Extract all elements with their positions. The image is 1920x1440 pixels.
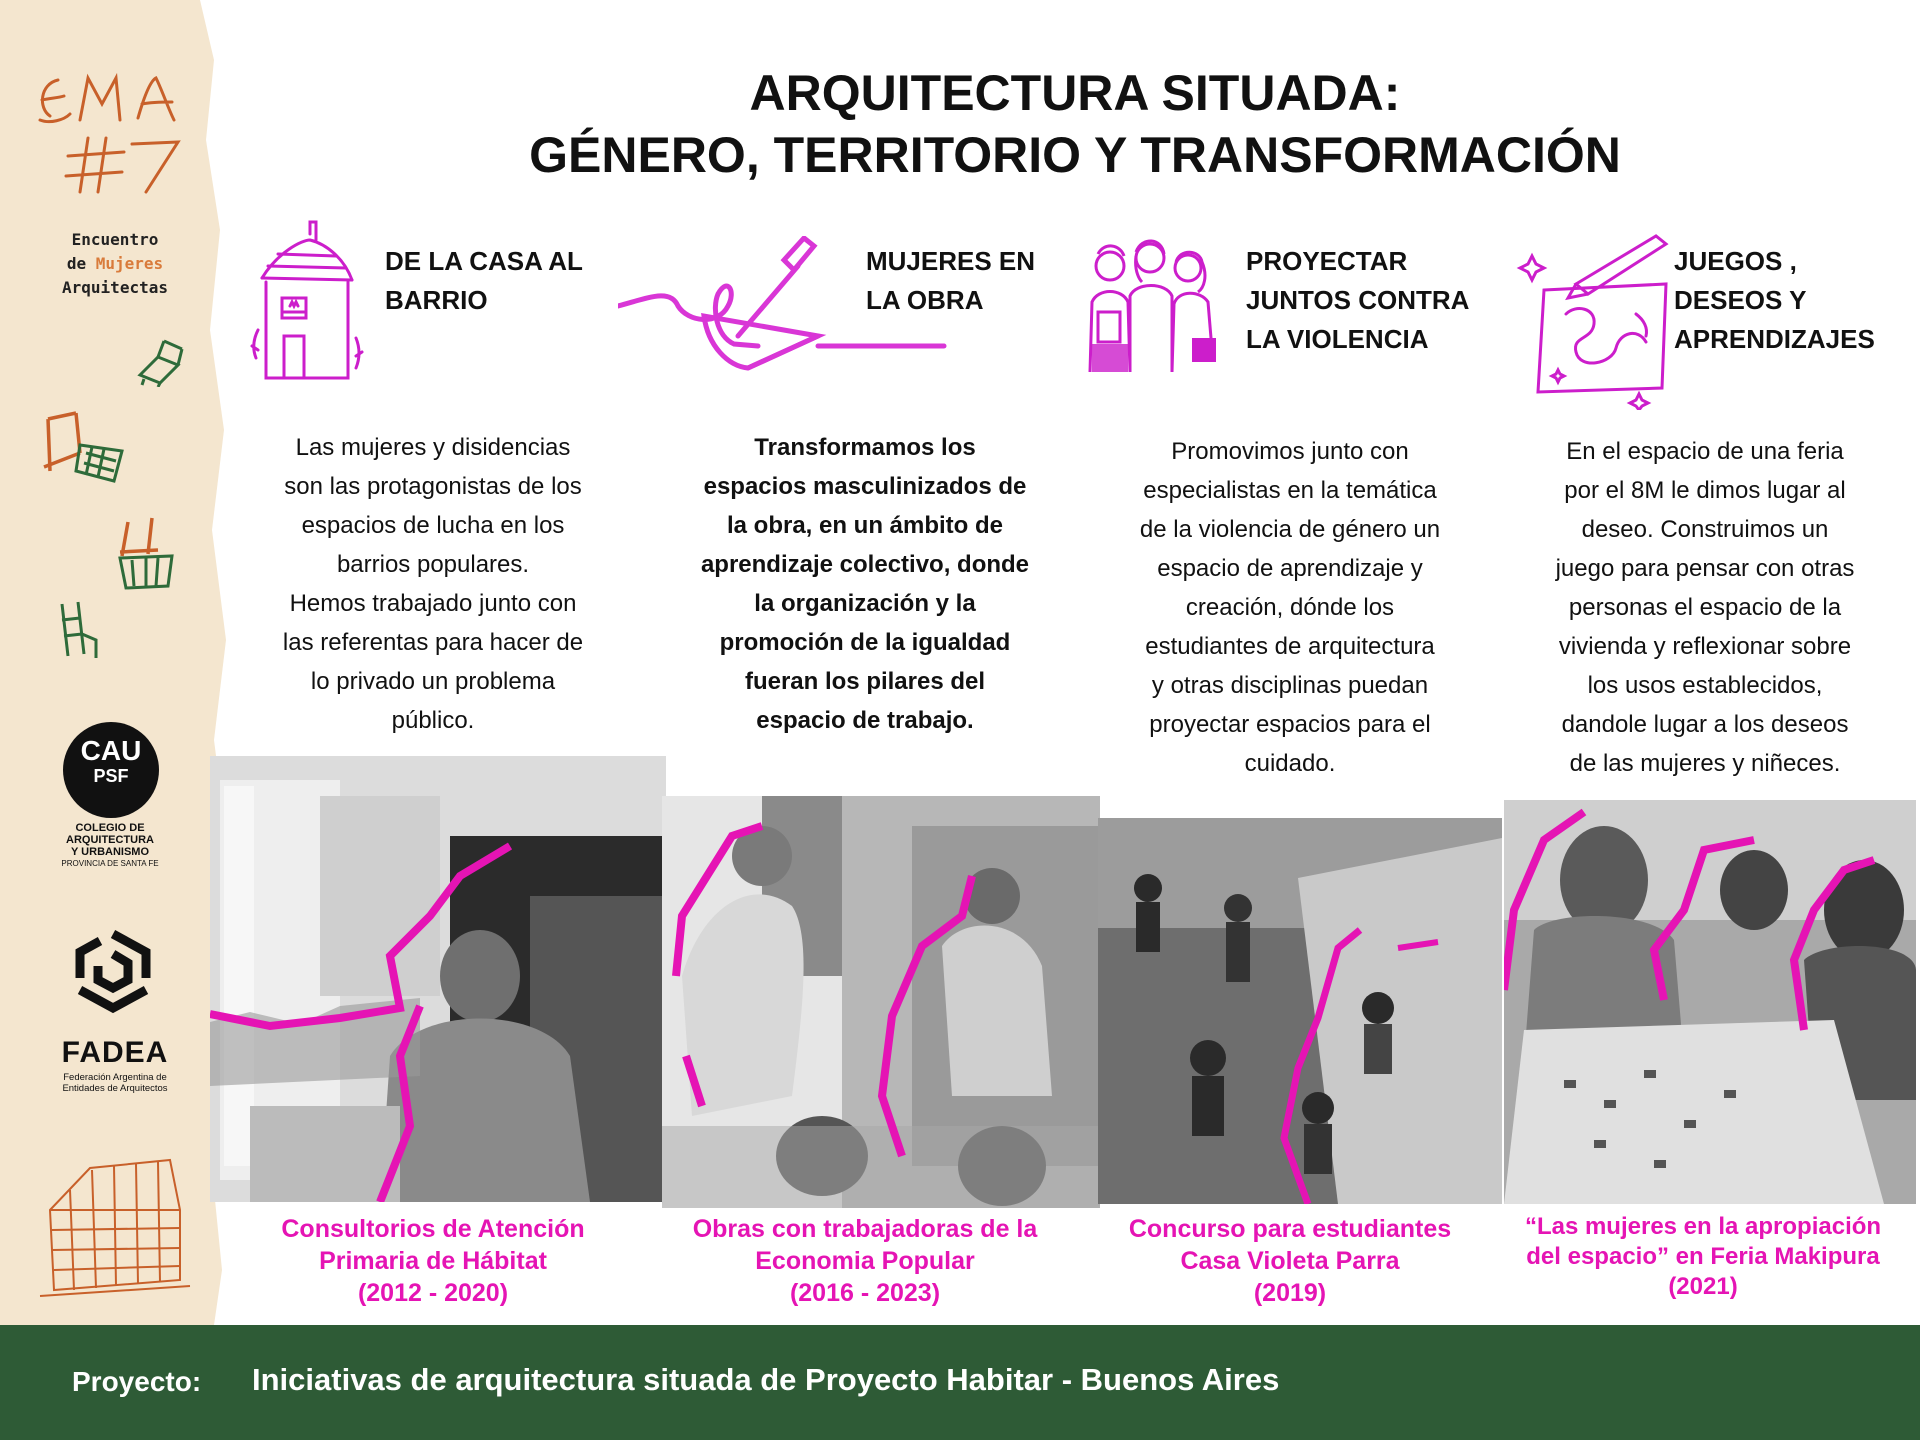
body-line: espacios de lucha en los (301, 512, 565, 539)
footer-project-title: Iniciativas de arquitectura situada de Proyecto Habitar - Buenos Aires (252, 1362, 1280, 1397)
body-line: personas el espacio de la (1568, 594, 1842, 621)
caption-line: (2016 - 2023) (789, 1279, 941, 1307)
photo-caption (243, 1213, 623, 1309)
title-line: GÉNERO, TERRITORIO Y TRANSFORMACIÓN (529, 127, 1621, 183)
photo-feria (1504, 800, 1916, 1204)
chair-sketch-icon (112, 516, 184, 596)
cau-sub: PSF (93, 766, 129, 786)
body-line: Hemos trabajado junto con (289, 590, 577, 617)
body-line: dandole lugar a los deseos (1561, 711, 1849, 738)
body-line: los usos establecidos, (1587, 672, 1823, 699)
caption-line: Economia Popular (755, 1247, 975, 1275)
women-group-icon (1080, 232, 1222, 374)
photo-obras (662, 796, 1100, 1208)
body-line: público. (391, 707, 475, 734)
board-game-icon (1516, 224, 1672, 410)
column-body (1100, 432, 1480, 783)
body-line: Transformamos los (754, 434, 976, 461)
caption-line: Consultorios de Atención (281, 1215, 585, 1243)
fadea-sub-line: Federación Argentina de (63, 1072, 167, 1083)
caption-line: Casa Violeta Parra (1180, 1247, 1400, 1275)
body-line: la organización y la (754, 590, 976, 617)
body-line: deseo. Construimos un (1581, 516, 1829, 543)
caption-line: Primaria de Hábitat (319, 1247, 547, 1275)
page-title (430, 62, 1720, 186)
chair-sketch-icon (134, 335, 186, 387)
cau-name-line: Y URBANISMO (70, 846, 150, 858)
fadea-logo-icon (70, 928, 156, 1014)
body-line: Las mujeres y disidencias (295, 434, 571, 461)
column-body (675, 428, 1055, 740)
cau-name-line: PROVINCIA DE SANTA FE (61, 859, 159, 868)
photo-caption (1100, 1213, 1480, 1309)
body-line: vivienda y reflexionar sobre (1558, 633, 1852, 660)
ema-logo (28, 60, 208, 200)
heading-line: LA OBRA (866, 285, 984, 315)
body-line: barrios populares. (336, 551, 530, 578)
body-line: juego para pensar con otras (1555, 555, 1855, 582)
title-line: ARQUITECTURA SITUADA: (749, 65, 1401, 121)
body-line: proyectar espacios para el (1149, 711, 1431, 738)
body-line: especialistas en la temática (1143, 477, 1437, 504)
body-line: son las protagonistas de los (284, 473, 582, 500)
body-line: promoción de la igualdad (719, 629, 1011, 656)
body-line: las referentas para hacer de (282, 629, 584, 656)
footer-label: Proyecto: (72, 1366, 202, 1397)
body-line: espacios masculinizados de (703, 473, 1027, 500)
body-line: Promovimos junto con (1171, 438, 1409, 465)
heading-line: APRENDIZAJES (1674, 324, 1875, 354)
house-sketch-icon (30, 1150, 200, 1300)
heading-line: PROYECTAR (1246, 246, 1408, 276)
body-line: lo privado un problema (310, 668, 556, 695)
cau-name-line: ARQUITECTURA (66, 834, 154, 846)
cau-abbr: CAU (80, 735, 142, 766)
encuentro-line: de (66, 254, 87, 273)
photo-caption (675, 1213, 1055, 1309)
column-body (1515, 432, 1895, 783)
heading-line: DE LA CASA AL (385, 246, 583, 276)
encuentro-label (20, 228, 210, 300)
body-line: aprendizaje colectivo, donde (700, 551, 1030, 578)
body-line: cuidado. (1244, 750, 1336, 777)
heading-line: MUJERES EN (866, 246, 1036, 276)
body-line: de la violencia de género un (1139, 516, 1441, 543)
body-line: la obra, en un ámbito de (726, 512, 1004, 539)
heading-line: JUEGOS , (1674, 246, 1797, 276)
body-line: En el espacio de una feria (1566, 438, 1844, 465)
column-heading (385, 242, 583, 320)
body-line: creación, dónde los (1185, 594, 1395, 621)
column-heading (1246, 242, 1469, 359)
caption-line: (2012 - 2020) (357, 1279, 509, 1307)
encuentro-mujeres: Mujeres (95, 254, 164, 273)
encuentro-line: Arquitectas (62, 278, 168, 297)
column-heading (866, 242, 1035, 320)
heading-line: JUNTOS CONTRA (1246, 285, 1470, 315)
encuentro-line: Encuentro (71, 230, 159, 249)
body-line: y otras disciplinas puedan (1151, 672, 1429, 699)
body-line: de las mujeres y niñeces. (1569, 750, 1841, 777)
heading-line: BARRIO (385, 285, 488, 315)
body-line: espacio de aprendizaje y (1157, 555, 1423, 582)
house-icon (248, 218, 364, 390)
caption-line: Concurso para estudiantes (1128, 1215, 1452, 1243)
body-line: fueran los pilares del (744, 668, 986, 695)
caption-line: (2019) (1253, 1279, 1327, 1307)
body-line: por el 8M le dimos lugar al (1564, 477, 1846, 504)
heading-line: DESEOS Y (1674, 285, 1807, 315)
chair-sketch-icon (40, 405, 130, 485)
body-line: espacio de trabajo. (756, 707, 974, 734)
caption-line: del espacio” en Feria Makipura (1526, 1243, 1880, 1270)
column-body (243, 428, 623, 740)
caption-line: (2021) (1668, 1273, 1738, 1300)
photo-caption (1508, 1212, 1898, 1302)
fadea-sub (40, 1072, 190, 1094)
fadea-sub-line: Entidades de Arquitectos (62, 1083, 168, 1094)
caption-line: “Las mujeres en la apropiación (1524, 1213, 1882, 1240)
cau-name (40, 822, 180, 870)
chair-sketch-icon (56, 600, 100, 660)
body-line: estudiantes de arquitectura (1145, 633, 1435, 660)
caption-line: Obras con trabajadoras de la (692, 1215, 1038, 1243)
heading-line: LA VIOLENCIA (1246, 324, 1429, 354)
cau-logo (63, 722, 159, 818)
photo-concurso (1098, 818, 1502, 1204)
cau-name-line: COLEGIO DE (75, 822, 145, 834)
photo-consultorios (210, 756, 666, 1202)
fadea-name: FADEA (61, 1036, 169, 1069)
column-heading (1674, 242, 1875, 359)
